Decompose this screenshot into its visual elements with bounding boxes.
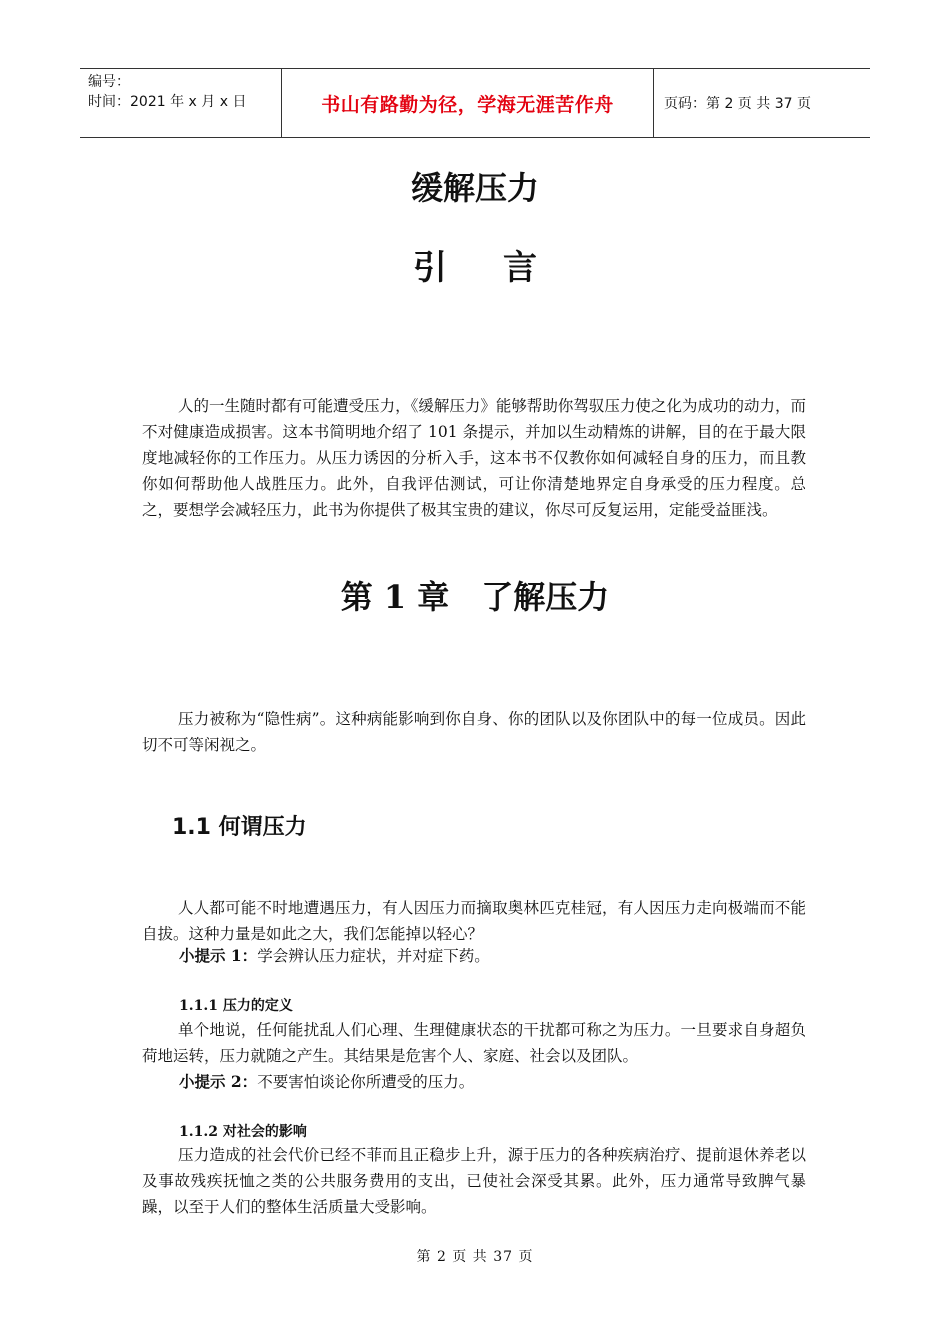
subsection-heading-definition: 1.1.1 压力的定义: [179, 998, 293, 1014]
subsection-paragraph-definition: 单个地说，任何能扰乱人们心理、生理健康状态的干扰都可称之为压力。一旦要求自身超负荷地运转，压力就随之产生。其结果是危害个人、家庭、社会以及团队。: [142, 1021, 806, 1065]
page-header-table: [80, 68, 870, 138]
tip-2-label: 小提示 2：: [179, 1072, 258, 1091]
header-page-info: 页码：第 2 页 共 37 页: [664, 96, 811, 112]
section-paragraph: 人人都可能不时地遭遇压力，有人因压力而摘取奥林匹克桂冠，有人因压力走向极端而不能自拔。这种力量是如此之大，我们怎能掉以轻心？: [142, 899, 806, 943]
tip-1: [179, 943, 490, 969]
page-footer: 第 2 页 共 37 页: [416, 1249, 534, 1265]
header-meta-cell: [80, 69, 282, 137]
tip-2: [179, 1069, 474, 1095]
header-time-label: 时间：2021 年 x 月 x 日: [88, 94, 247, 110]
header-motto: 书山有路勤为径，学海无涯苦作舟: [321, 93, 614, 116]
tip-1-label: 小提示 1：: [179, 946, 258, 965]
document-title: 缓解压力: [410, 169, 539, 207]
chapter-paragraph: 压力被称为“隐性病”。这种病能影响到你自身、你的团队以及你团队中的每一位成员。因此切不可等闲视之。: [142, 710, 806, 754]
header-motto-cell: [282, 69, 654, 137]
chapter-heading: 第 1 章 了解压力: [340, 578, 610, 616]
subsection-heading-society: 1.1.2 对社会的影响: [179, 1124, 307, 1140]
subsection-paragraph-society: 压力造成的社会代价已经不菲而且正稳步上升，源于压力的各种疾病治疗、提前退休养老以及事故残疾抚恤之类的公共服务费用的支出，已使社会深受其累。此外，压力通常导致脾气暴躁，以至于人们的整体生活质量大受影响。: [142, 1146, 806, 1216]
header-number-label: 编号：: [88, 74, 130, 90]
tip-1-text: 学会辨认压力症状，并对症下药。: [257, 947, 490, 965]
intro-paragraph: 人的一生随时都有可能遭受压力，《缓解压力》能够帮助你驾驭压力使之化为成功的动力，而不对健康造成损害。这本书简明地介绍了 101 条提示，并加以生动精炼的讲解，目的在于最大限度地减轻你的工作压力。从压力诱因的分析入手，这本书不仅教你如何减轻自身的压力，而且教你如何帮助他人战胜压力。此外，自我评估测试，可让你清楚地界定自身承受的压力程度。总之，要想学会减轻压力，此书为你提供了极其宝贵的建议，你尽可反复运用，定能受益匪浅。: [142, 397, 806, 519]
section-heading: 1.1 何谓压力: [172, 815, 307, 840]
intro-heading: 引言: [413, 248, 593, 288]
header-page-cell: [654, 69, 870, 137]
tip-2-text: 不要害怕谈论你所遭受的压力。: [257, 1073, 475, 1091]
